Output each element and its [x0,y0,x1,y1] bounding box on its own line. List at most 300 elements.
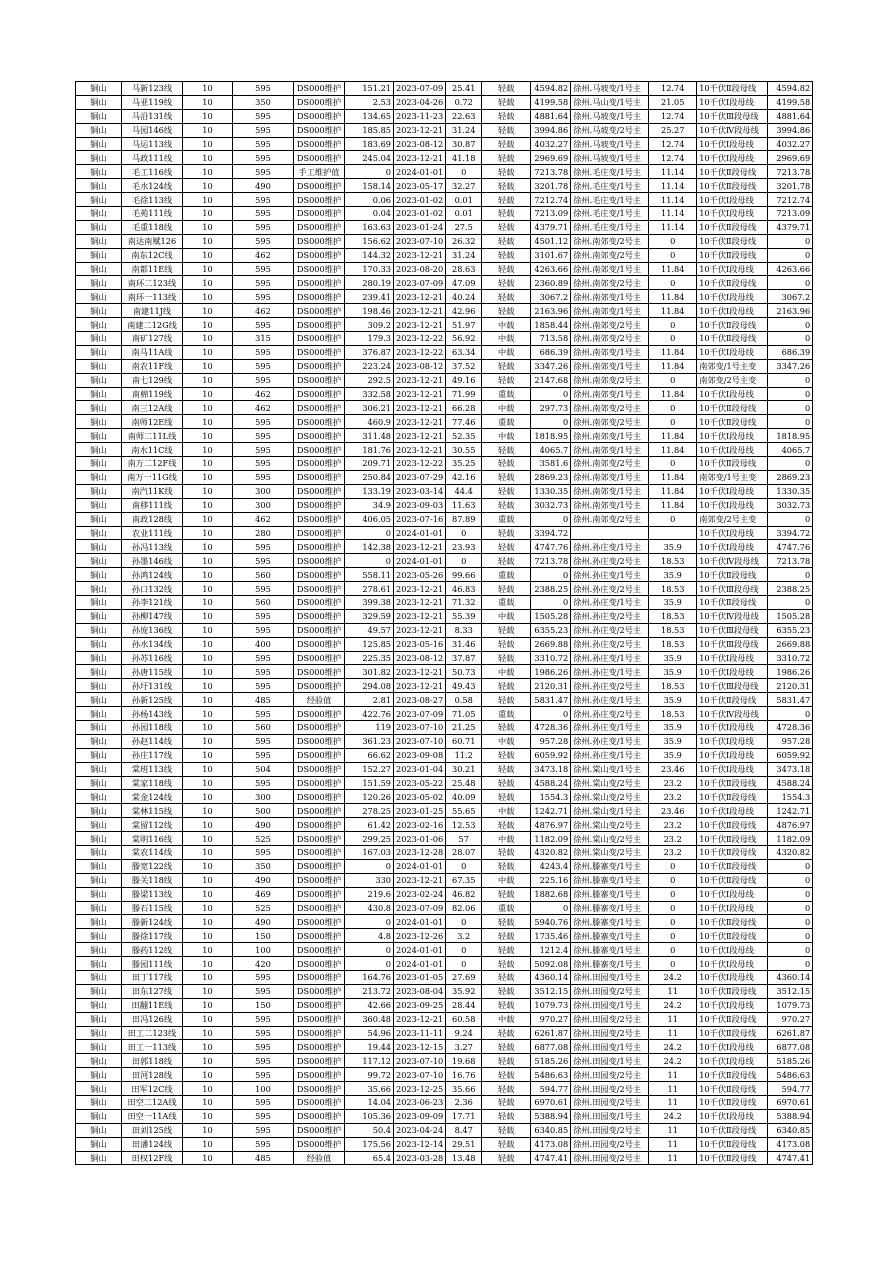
cell-bus-section: 10千伏Ⅱ段母线 [697,1151,768,1165]
cell-line-name: 孙新125线 [122,693,183,707]
cell-load-rate: 29.51 [446,1137,482,1151]
cell-substation-transformer: 徐州.孙庄变/2号主 [571,609,649,623]
cell-load-rate: 32.27 [446,179,482,193]
cell-source-type: DS000维护 [294,1109,345,1123]
cell-current-load: 301.82 [345,665,394,679]
cell-transformer-load-rate [649,526,697,540]
cell-current-load: 219.6 [345,887,394,901]
cell-load-status: 轻载 [482,693,531,707]
cell-district: 铜山 [76,1096,122,1110]
cell-load-rate: 0 [446,859,482,873]
cell-remaining-capacity: 4876.97 [531,818,571,832]
cell-bus-section: 南郊变/1号主变 [697,470,768,484]
table-row [76,832,813,846]
cell-district: 铜山 [76,734,122,748]
cell-current-load: 2.53 [345,95,394,109]
cell-load-status: 轻载 [482,276,531,290]
cell-load-rate: 40.24 [446,290,482,304]
cell-rated-capacity: 595 [233,707,294,721]
cell-voltage: 10 [183,373,233,387]
cell-rated-capacity: 595 [233,262,294,276]
cell-substation-transformer: 徐州.南郊变/1号主 [571,359,649,373]
cell-transformer-load-rate: 11 [649,1012,697,1026]
cell-record-date: 2023-12-21 [394,679,446,693]
cell-district: 铜山 [76,804,122,818]
cell-substation-transformer: 徐州.马坡变/2号主 [571,123,649,137]
cell-rated-capacity: 462 [233,248,294,262]
cell-source-type: DS000维护 [294,1137,345,1151]
table-row [76,429,813,443]
cell-available-capacity: 4320.82 [768,845,813,859]
table-row [76,82,813,96]
cell-record-date: 2023-07-09 [394,82,446,96]
cell-available-capacity: 0 [768,234,813,248]
cell-substation-transformer: 徐州.孙庄变/1号主 [571,595,649,609]
cell-available-capacity: 4747.76 [768,540,813,554]
cell-bus-section: 10千伏Ⅰ段母线 [697,998,768,1012]
cell-voltage: 10 [183,248,233,262]
cell-line-name: 毛苑111线 [122,207,183,221]
table-row [76,179,813,193]
cell-load-status: 轻载 [482,818,531,832]
cell-remaining-capacity: 6340.85 [531,1123,571,1137]
cell-current-load: 0.06 [345,193,394,207]
cell-record-date: 2023-04-24 [394,1123,446,1137]
cell-rated-capacity: 595 [233,443,294,457]
cell-transformer-load-rate: 18.53 [649,679,697,693]
cell-bus-section: 10千伏Ⅰ段母线 [697,665,768,679]
cell-line-name: 南三12A线 [122,401,183,415]
cell-load-status: 轻载 [482,984,531,998]
cell-load-status: 轻载 [482,151,531,165]
cell-load-rate: 35.66 [446,1082,482,1096]
cell-voltage: 10 [183,971,233,985]
cell-voltage: 10 [183,901,233,915]
cell-source-type: DS000维护 [294,582,345,596]
cell-line-name: 滕关118线 [122,873,183,887]
cell-line-name: 南东12C线 [122,248,183,262]
cell-source-type: DS000维护 [294,623,345,637]
cell-record-date: 2023-07-09 [394,276,446,290]
cell-line-name: 马沿131线 [122,109,183,123]
cell-remaining-capacity: 2360.89 [531,276,571,290]
cell-load-status: 中载 [482,734,531,748]
cell-record-date: 2023-07-10 [394,234,446,248]
cell-district: 铜山 [76,332,122,346]
cell-voltage: 10 [183,137,233,151]
cell-source-type: DS000维护 [294,762,345,776]
cell-available-capacity: 7212.74 [768,193,813,207]
cell-current-load: 329.59 [345,609,394,623]
cell-voltage: 10 [183,318,233,332]
cell-transformer-load-rate: 11.14 [649,179,697,193]
cell-remaining-capacity: 4173.08 [531,1137,571,1151]
cell-voltage: 10 [183,1096,233,1110]
cell-current-load: 330 [345,873,394,887]
cell-line-name: 南水11C线 [122,443,183,457]
cell-record-date: 2023-01-02 [394,207,446,221]
cell-load-status: 轻载 [482,679,531,693]
cell-line-name: 南万二12F线 [122,457,183,471]
cell-current-load: 120.26 [345,790,394,804]
cell-available-capacity: 0 [768,373,813,387]
cell-current-load: 209.71 [345,457,394,471]
cell-rated-capacity: 595 [233,193,294,207]
cell-current-load: 406.05 [345,512,394,526]
cell-bus-section: 10千伏Ⅱ段母线 [697,915,768,929]
cell-load-rate: 51.97 [446,318,482,332]
cell-remaining-capacity: 4065.7 [531,443,571,457]
cell-substation-transformer: 徐州.滕寨变/1号主 [571,887,649,901]
cell-voltage: 10 [183,998,233,1012]
table-row [76,818,813,832]
cell-record-date: 2023-12-21 [394,373,446,387]
feeder-load-table [75,81,813,1165]
table-row [76,401,813,415]
cell-substation-transformer: 徐州.马坡变/1号主 [571,151,649,165]
cell-line-name: 农业111线 [122,526,183,540]
cell-load-rate: 9.24 [446,1026,482,1040]
cell-rated-capacity: 595 [233,429,294,443]
cell-remaining-capacity: 1818.95 [531,429,571,443]
cell-voltage: 10 [183,123,233,137]
table-row [76,262,813,276]
cell-source-type: DS000维护 [294,290,345,304]
cell-district: 铜山 [76,262,122,276]
cell-substation-transformer: 徐州.孙庄变/1号主 [571,651,649,665]
cell-load-status: 轻载 [482,1137,531,1151]
cell-remaining-capacity: 0 [531,901,571,915]
cell-current-load: 61.42 [345,818,394,832]
cell-rated-capacity: 595 [233,1040,294,1054]
cell-source-type: DS000维护 [294,332,345,346]
cell-voltage: 10 [183,179,233,193]
cell-voltage: 10 [183,1012,233,1026]
cell-transformer-load-rate: 18.53 [649,554,697,568]
cell-rated-capacity: 595 [233,373,294,387]
cell-load-status: 轻载 [482,762,531,776]
cell-source-type: DS000维护 [294,929,345,943]
cell-source-type: DS000维护 [294,832,345,846]
cell-record-date: 2023-08-04 [394,984,446,998]
cell-substation-transformer: 徐州.孙庄变/1号主 [571,693,649,707]
cell-district: 铜山 [76,707,122,721]
cell-bus-section: 10千伏Ⅰ段母线 [697,262,768,276]
cell-source-type: DS000维护 [294,873,345,887]
cell-available-capacity: 0 [768,929,813,943]
cell-bus-section: 10千伏Ⅱ段母线 [697,1123,768,1137]
table-row [76,748,813,762]
cell-remaining-capacity: 6261.87 [531,1026,571,1040]
cell-load-status: 中载 [482,832,531,846]
cell-remaining-capacity: 0 [531,415,571,429]
cell-remaining-capacity: 1554.3 [531,790,571,804]
cell-remaining-capacity: 1079.73 [531,998,571,1012]
cell-rated-capacity: 595 [233,776,294,790]
cell-bus-section: 10千伏Ⅰ段母线 [697,887,768,901]
cell-source-type: DS000维护 [294,540,345,554]
cell-rated-capacity: 100 [233,943,294,957]
cell-district: 铜山 [76,193,122,207]
cell-load-rate: 0.72 [446,95,482,109]
cell-rated-capacity: 595 [233,276,294,290]
cell-voltage: 10 [183,498,233,512]
table-row [76,568,813,582]
cell-voltage: 10 [183,345,233,359]
cell-substation-transformer: 徐州.南郊变/1号主 [571,387,649,401]
cell-current-load: 144.32 [345,248,394,262]
cell-district: 铜山 [76,915,122,929]
cell-load-status: 轻载 [482,123,531,137]
cell-remaining-capacity: 2120.31 [531,679,571,693]
cell-record-date: 2023-05-16 [394,637,446,651]
cell-available-capacity: 5185.26 [768,1054,813,1068]
cell-district: 铜山 [76,887,122,901]
cell-load-status: 轻载 [482,165,531,179]
cell-bus-section: 10千伏Ⅰ段母线 [697,1109,768,1123]
cell-line-name: 马园146线 [122,123,183,137]
cell-current-load: 151.21 [345,82,394,96]
cell-source-type: DS000维护 [294,804,345,818]
cell-rated-capacity: 595 [233,123,294,137]
cell-district: 铜山 [76,470,122,484]
cell-voltage: 10 [183,95,233,109]
cell-record-date: 2023-12-22 [394,457,446,471]
table-row [76,484,813,498]
cell-available-capacity: 6355.23 [768,623,813,637]
cell-available-capacity: 1330.35 [768,484,813,498]
cell-line-name: 孙柳147线 [122,609,183,623]
cell-source-type: DS000维护 [294,818,345,832]
table-row [76,512,813,526]
cell-source-type: DS000维护 [294,498,345,512]
cell-record-date: 2023-07-10 [394,720,446,734]
cell-load-rate: 60.71 [446,734,482,748]
cell-bus-section: 10千伏Ⅰ段母线 [697,901,768,915]
cell-transformer-load-rate: 11 [649,1082,697,1096]
cell-load-status: 轻载 [482,623,531,637]
cell-record-date: 2023-12-21 [394,318,446,332]
cell-rated-capacity: 595 [233,1123,294,1137]
cell-substation-transformer: 徐州.田园变/2号主 [571,1082,649,1096]
cell-line-name: 南环一113线 [122,290,183,304]
cell-bus-section: 10千伏Ⅱ段母线 [697,234,768,248]
cell-available-capacity: 3994.86 [768,123,813,137]
cell-record-date: 2024-01-01 [394,943,446,957]
cell-rated-capacity: 300 [233,498,294,512]
cell-available-capacity: 0 [768,276,813,290]
cell-current-load: 0 [345,943,394,957]
cell-transformer-load-rate: 24.2 [649,971,697,985]
table-row [76,109,813,123]
cell-bus-section: 10千伏Ⅱ段母线 [697,1096,768,1110]
cell-transformer-load-rate: 11.84 [649,443,697,457]
cell-bus-section: 10千伏Ⅰ段母线 [697,290,768,304]
cell-current-load: 225.35 [345,651,394,665]
cell-available-capacity: 4173.08 [768,1137,813,1151]
cell-source-type: DS000维护 [294,512,345,526]
cell-bus-section: 南郊变/1号主变 [697,359,768,373]
cell-remaining-capacity: 3581.6 [531,457,571,471]
cell-remaining-capacity: 1986.26 [531,665,571,679]
cell-voltage: 10 [183,637,233,651]
cell-available-capacity: 3473.18 [768,762,813,776]
cell-substation-transformer: 徐州.孙庄变/1号主 [571,568,649,582]
cell-current-load: 306.21 [345,401,394,415]
cell-available-capacity: 4360.14 [768,971,813,985]
cell-record-date: 2023-05-26 [394,568,446,582]
cell-remaining-capacity: 7212.74 [531,193,571,207]
cell-rated-capacity: 490 [233,873,294,887]
cell-transformer-load-rate: 11 [649,1026,697,1040]
cell-record-date: 2023-12-21 [394,123,446,137]
cell-line-name: 田工一113线 [122,1040,183,1054]
cell-current-load: 0 [345,957,394,971]
cell-current-load: 156.62 [345,234,394,248]
cell-remaining-capacity: 957.28 [531,734,571,748]
cell-load-rate: 0 [446,554,482,568]
cell-current-load: 2.81 [345,693,394,707]
cell-rated-capacity: 595 [233,679,294,693]
cell-source-type: DS000维护 [294,109,345,123]
cell-source-type: DS000维护 [294,276,345,290]
cell-voltage: 10 [183,707,233,721]
cell-line-name: 滕宽122线 [122,859,183,873]
cell-load-rate: 11.2 [446,748,482,762]
cell-load-status: 轻载 [482,845,531,859]
cell-load-status: 轻载 [482,776,531,790]
cell-substation-transformer: 徐州.田园变/2号主 [571,1068,649,1082]
cell-load-rate: 46.83 [446,582,482,596]
cell-bus-section: 10千伏Ⅰ段母线 [697,498,768,512]
cell-voltage: 10 [183,1026,233,1040]
cell-substation-transformer: 徐州.滕寨变/1号主 [571,957,649,971]
table-row [76,540,813,554]
cell-load-status: 重载 [482,387,531,401]
cell-source-type: DS000维护 [294,82,345,96]
cell-available-capacity: 0 [768,457,813,471]
cell-record-date: 2023-07-10 [394,1068,446,1082]
cell-rated-capacity: 350 [233,95,294,109]
cell-available-capacity: 4881.64 [768,109,813,123]
cell-record-date: 2023-07-29 [394,470,446,484]
cell-district: 铜山 [76,1123,122,1137]
cell-available-capacity: 5486.63 [768,1068,813,1082]
cell-bus-section: 10千伏Ⅲ段母线 [697,582,768,596]
cell-record-date: 2023-01-06 [394,832,446,846]
cell-rated-capacity: 595 [233,415,294,429]
cell-rated-capacity: 300 [233,790,294,804]
cell-district: 铜山 [76,943,122,957]
cell-district: 铜山 [76,859,122,873]
cell-district: 铜山 [76,179,122,193]
cell-current-load: 239.41 [345,290,394,304]
cell-load-rate: 0 [446,165,482,179]
cell-district: 铜山 [76,554,122,568]
cell-available-capacity: 4588.24 [768,776,813,790]
table-row [76,373,813,387]
cell-remaining-capacity: 3347.26 [531,359,571,373]
cell-remaining-capacity: 0 [531,512,571,526]
cell-voltage: 10 [183,1109,233,1123]
cell-remaining-capacity: 0 [531,568,571,582]
cell-rated-capacity: 595 [233,748,294,762]
cell-available-capacity: 3512.15 [768,984,813,998]
cell-line-name: 南师12E线 [122,415,183,429]
cell-source-type: DS000维护 [294,1012,345,1026]
table-row [76,804,813,818]
cell-source-type: DS000维护 [294,554,345,568]
cell-load-rate: 30.21 [446,762,482,776]
table-row [76,1012,813,1026]
cell-record-date: 2023-12-21 [394,401,446,415]
cell-line-name: 马新123线 [122,82,183,96]
cell-substation-transformer: 徐州.孙庄变/2号主 [571,582,649,596]
cell-bus-section: 10千伏Ⅱ段母线 [697,568,768,582]
cell-load-status: 轻载 [482,484,531,498]
cell-line-name: 田空一11A线 [122,1109,183,1123]
table-row [76,345,813,359]
table-row [76,415,813,429]
cell-load-status: 中载 [482,332,531,346]
cell-substation-transformer: 徐州.滕寨变/1号主 [571,901,649,915]
cell-transformer-load-rate: 23.2 [649,832,697,846]
cell-load-status: 轻载 [482,998,531,1012]
cell-voltage: 10 [183,873,233,887]
cell-remaining-capacity: 5831.47 [531,693,571,707]
cell-bus-section: 10千伏Ⅱ段母线 [697,693,768,707]
cell-load-rate: 71.32 [446,595,482,609]
cell-bus-section: 10千伏Ⅰ段母线 [697,304,768,318]
cell-source-type: DS000维护 [294,345,345,359]
cell-record-date: 2023-01-24 [394,220,446,234]
cell-source-type: DS000维护 [294,526,345,540]
cell-remaining-capacity: 3101.67 [531,248,571,262]
cell-current-load: 422.76 [345,707,394,721]
cell-load-rate: 87.89 [446,512,482,526]
cell-transformer-load-rate: 24.2 [649,1109,697,1123]
cell-district: 铜山 [76,165,122,179]
cell-current-load: 294.08 [345,679,394,693]
cell-load-rate: 2.36 [446,1096,482,1110]
cell-available-capacity: 4379.71 [768,220,813,234]
table-row [76,971,813,985]
cell-bus-section: 10千伏Ⅱ段母线 [697,165,768,179]
cell-remaining-capacity: 3394.72 [531,526,571,540]
cell-load-rate: 28.44 [446,998,482,1012]
cell-rated-capacity: 350 [233,859,294,873]
cell-available-capacity: 4594.82 [768,82,813,96]
cell-source-type: DS000维护 [294,262,345,276]
cell-district: 铜山 [76,929,122,943]
cell-record-date: 2023-12-21 [394,290,446,304]
cell-rated-capacity: 525 [233,832,294,846]
cell-record-date: 2024-01-01 [394,165,446,179]
cell-voltage: 10 [183,748,233,762]
cell-load-status: 轻载 [482,1068,531,1082]
cell-load-rate: 12.53 [446,818,482,832]
cell-load-status: 轻载 [482,248,531,262]
cell-district: 铜山 [76,1012,122,1026]
cell-load-rate: 0 [446,957,482,971]
cell-record-date: 2023-12-28 [394,845,446,859]
cell-load-status: 轻载 [482,637,531,651]
cell-district: 铜山 [76,832,122,846]
cell-load-rate: 63.34 [446,345,482,359]
cell-rated-capacity: 100 [233,1082,294,1096]
cell-voltage: 10 [183,887,233,901]
cell-transformer-load-rate: 11 [649,1068,697,1082]
